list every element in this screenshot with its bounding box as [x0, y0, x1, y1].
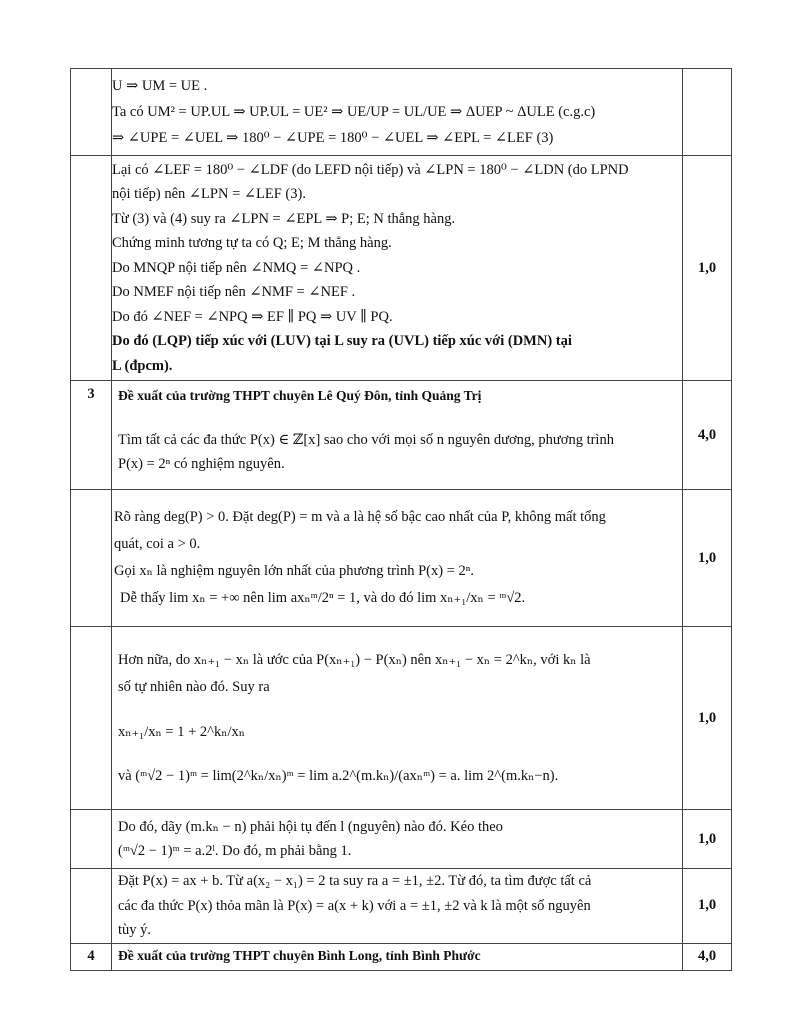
formula-line: xₙ₊₁/xₙ = 1 + 2^kₙ/xₙ	[118, 723, 246, 740]
conclusion-line: Do đó (LQP) tiếp xúc với (LUV) tại L suy ra (UVL) tiếp xúc với (DMN) tại	[112, 333, 572, 350]
score-cell	[683, 69, 732, 156]
solution-line: Dễ thấy lim xₙ = +∞ nên lim axₙᵐ/2ⁿ = 1, và do đó lim xₙ₊₁/xₙ = ᵐ√2.	[120, 590, 526, 606]
answer-table	[70, 68, 732, 971]
score-cell: 1,0	[683, 810, 732, 869]
score-cell: 1,0	[683, 156, 732, 381]
table-row	[71, 490, 732, 627]
score-cell: 1,0	[683, 490, 732, 627]
solution-line: Gọi xₙ là nghiệm nguyên lớn nhất của phương trình P(x) = 2ⁿ.	[114, 563, 474, 579]
table-row	[71, 869, 732, 944]
problem-number: 4	[71, 943, 112, 970]
solution-line: Hơn nữa, do xₙ₊₁ − xₙ là ước của P(xₙ₊₁) − P(xₙ) nên xₙ₊₁ − xₙ = 2^kₙ, với kₙ là	[118, 651, 591, 668]
solution-line: Do NMEF nội tiếp nên ∠NMF = ∠NEF .	[112, 284, 356, 301]
problem-number-cell	[71, 627, 112, 810]
solution-line: Do đó ∠NEF = ∠NPQ ⇒ EF ∥ PQ ⇒ UV ∥ PQ.	[112, 308, 393, 325]
problem-cell	[112, 381, 683, 490]
problem-number-cell	[71, 869, 112, 944]
table-row	[71, 69, 732, 156]
solution-line: Rõ ràng deg(P) > 0. Đặt deg(P) = m và a là hệ số bậc cao nhất của P, không mất tổng	[114, 509, 606, 525]
solution-line: ⇒ ∠UPE = ∠UEL ⇒ 180⁰ − ∠UPE = 180⁰ − ∠UEL ⇒ ∠EPL = ∠LEF (3)	[112, 129, 554, 146]
problem-number-cell	[71, 810, 112, 869]
solution-line: Ta có UM² = UP.UL ⇒ UP.UL = UE² ⇒ UE/UP = UL/UE ⇒ ΔUEP ~ ΔULE (c.g.c)	[112, 103, 596, 120]
problem-number-cell	[71, 490, 112, 627]
solution-line: tùy ý.	[118, 922, 152, 938]
solution-line: Từ (3) và (4) suy ra ∠LPN = ∠EPL ⇒ P; E; N thẳng hàng.	[112, 210, 456, 227]
score-cell: 4,0	[683, 943, 732, 970]
table-row	[71, 156, 732, 381]
problem-statement: P(x) = 2ⁿ có nghiệm nguyên.	[118, 456, 285, 472]
table-row	[71, 627, 732, 810]
solution-cell	[112, 627, 683, 810]
solution-line: nội tiếp) nên ∠LPN = ∠LEF (3).	[112, 186, 306, 203]
solution-cell	[112, 810, 683, 869]
score-cell: 1,0	[683, 869, 732, 944]
problem-statement: Tìm tất cả các đa thức P(x) ∈ ℤ[x] sao cho với mọi số n nguyên dương, phương trình	[118, 431, 614, 448]
problem-heading: Đề xuất của trường THPT chuyên Lê Quý Đôn, tỉnh Quảng Trị	[118, 388, 482, 403]
solution-line: (ᵐ√2 − 1)ᵐ = a.2ˡ. Do đó, m phải bằng 1.	[118, 843, 352, 859]
solution-line: Lại có ∠LEF = 180⁰ − ∠LDF (do LEFD nội tiếp) và ∠LPN = 180⁰ − ∠LDN (do LPND	[112, 161, 629, 178]
solution-line: Do MNQP nội tiếp nên ∠NMQ = ∠NPQ .	[112, 259, 361, 276]
problem-number-cell	[71, 156, 112, 381]
problem-cell	[112, 943, 683, 970]
solution-line: quát, coi a > 0.	[114, 536, 201, 552]
table-row	[71, 943, 732, 970]
problem-number-cell	[71, 69, 112, 156]
solution-line: Đặt P(x) = ax + b. Từ a(x₂ − x₁) = 2 ta suy ra a = ±1, ±2. Từ đó, ta tìm được tất cả	[118, 873, 592, 889]
solution-cell	[112, 490, 683, 627]
score-cell: 1,0	[683, 627, 732, 810]
conclusion-line: L (đpcm).	[112, 357, 173, 374]
solution-line: các đa thức P(x) thỏa mãn là P(x) = a(x + k) với a = ±1, ±2 và k là một số nguyên	[118, 897, 591, 914]
solution-line: số tự nhiên nào đó. Suy ra	[118, 678, 270, 695]
problem-heading: Đề xuất của trường THPT chuyên Bình Long, tỉnh Bình Phước	[118, 948, 481, 964]
solution-line: U ⇒ UM = UE .	[112, 78, 208, 94]
table-row	[71, 381, 732, 490]
solution-cell	[112, 156, 683, 381]
score-cell: 4,0	[683, 381, 732, 490]
solution-cell	[112, 869, 683, 944]
solution-cell	[112, 69, 683, 156]
solution-line: Chứng minh tương tự ta có Q; E; M thẳng hàng.	[112, 235, 392, 252]
formula-line: và (ᵐ√2 − 1)ᵐ = lim(2^kₙ/xₙ)ᵐ = lim a.2^(m.kₙ)/(axₙᵐ) = a. lim 2^(m.kₙ−n).	[118, 767, 559, 784]
table-row	[71, 810, 732, 869]
problem-number: 3	[71, 381, 112, 490]
solution-line: Do đó, dãy (m.kₙ − n) phải hội tụ đến l (nguyên) nào đó. Kéo theo	[118, 818, 503, 835]
